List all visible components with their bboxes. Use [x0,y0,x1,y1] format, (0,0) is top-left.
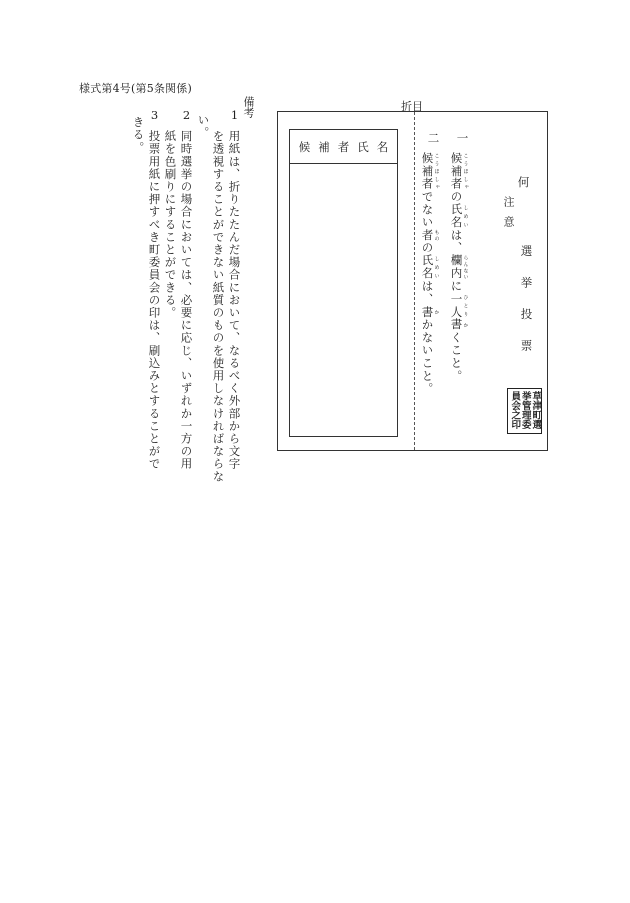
candidate-name-write-area [290,164,397,436]
note-1-line-1: 用紙は、折りたたんだ場合において、なるべく外部から文字 [227,130,242,471]
candidate-name-label: 候補者氏名 [298,139,397,154]
ruby-ka-2: か [433,305,440,319]
note-3-line-2: きる。 [131,116,146,154]
instruction-2-number: 二 [426,132,441,144]
ballot-sheet [277,111,548,451]
ruby-shimei-2: しめい [433,254,440,281]
instruction-1-text: 候補者 こうほしゃの氏名 しめいは、欄内 らんないに一人 ひとり書 かくこと。 [449,152,469,383]
fold-label: 折目 [401,100,423,113]
note-2-line-1: 同時選挙の場合においては、必要に応じ、いずれか一方の用 [179,130,194,471]
seal-line-2: 挙管理委 [519,391,531,429]
ruby-shimei: しめい [462,203,469,229]
candidate-name-header [290,130,397,164]
instruction-1-number: 一 [455,132,470,144]
form-title: 様式第4号(第5条関係) [79,82,192,95]
instruction-2-text: 候補者 こうほしゃでない者 ものの氏名 しめいは、書 かかないこと。 [420,152,440,396]
instructions-heading: 注意 [502,196,515,236]
ballot-title-prefix: 何 [516,176,531,188]
note-1-line-3: い。 [196,114,211,140]
note-2-number: 2 [179,108,194,124]
ruby-ka: か [462,318,469,332]
note-2-line-2: 紙を色刷りにすることができる。 [163,130,178,319]
notes-section [128,108,248,483]
seal-line-1: 草津町選 [530,391,542,429]
ballot-title: 選挙投票 [519,245,534,371]
ruby-kouhosha-2: こうほしゃ [433,152,440,191]
note-3-number: 3 [147,108,162,124]
ruby-hitori: ひとり [462,292,469,319]
election-committee-seal [507,388,542,434]
ruby-mono: もの [433,228,440,242]
note-1-line-2: を透視することができない紙質のものを使用しなければならな [211,130,226,483]
candidate-name-box [289,129,398,437]
ruby-kouhosha: こうほしゃ [462,152,469,191]
fold-line [414,112,415,450]
notes-heading: 備考 [242,96,255,118]
note-1-number: 1 [227,108,242,124]
ruby-rannai: らんない [462,254,469,281]
note-3-line-1: 投票用紙に押すべき町委員会の印は、刷込みとすることがで [147,130,162,471]
seal-line-3: 員会之印 [509,391,521,429]
